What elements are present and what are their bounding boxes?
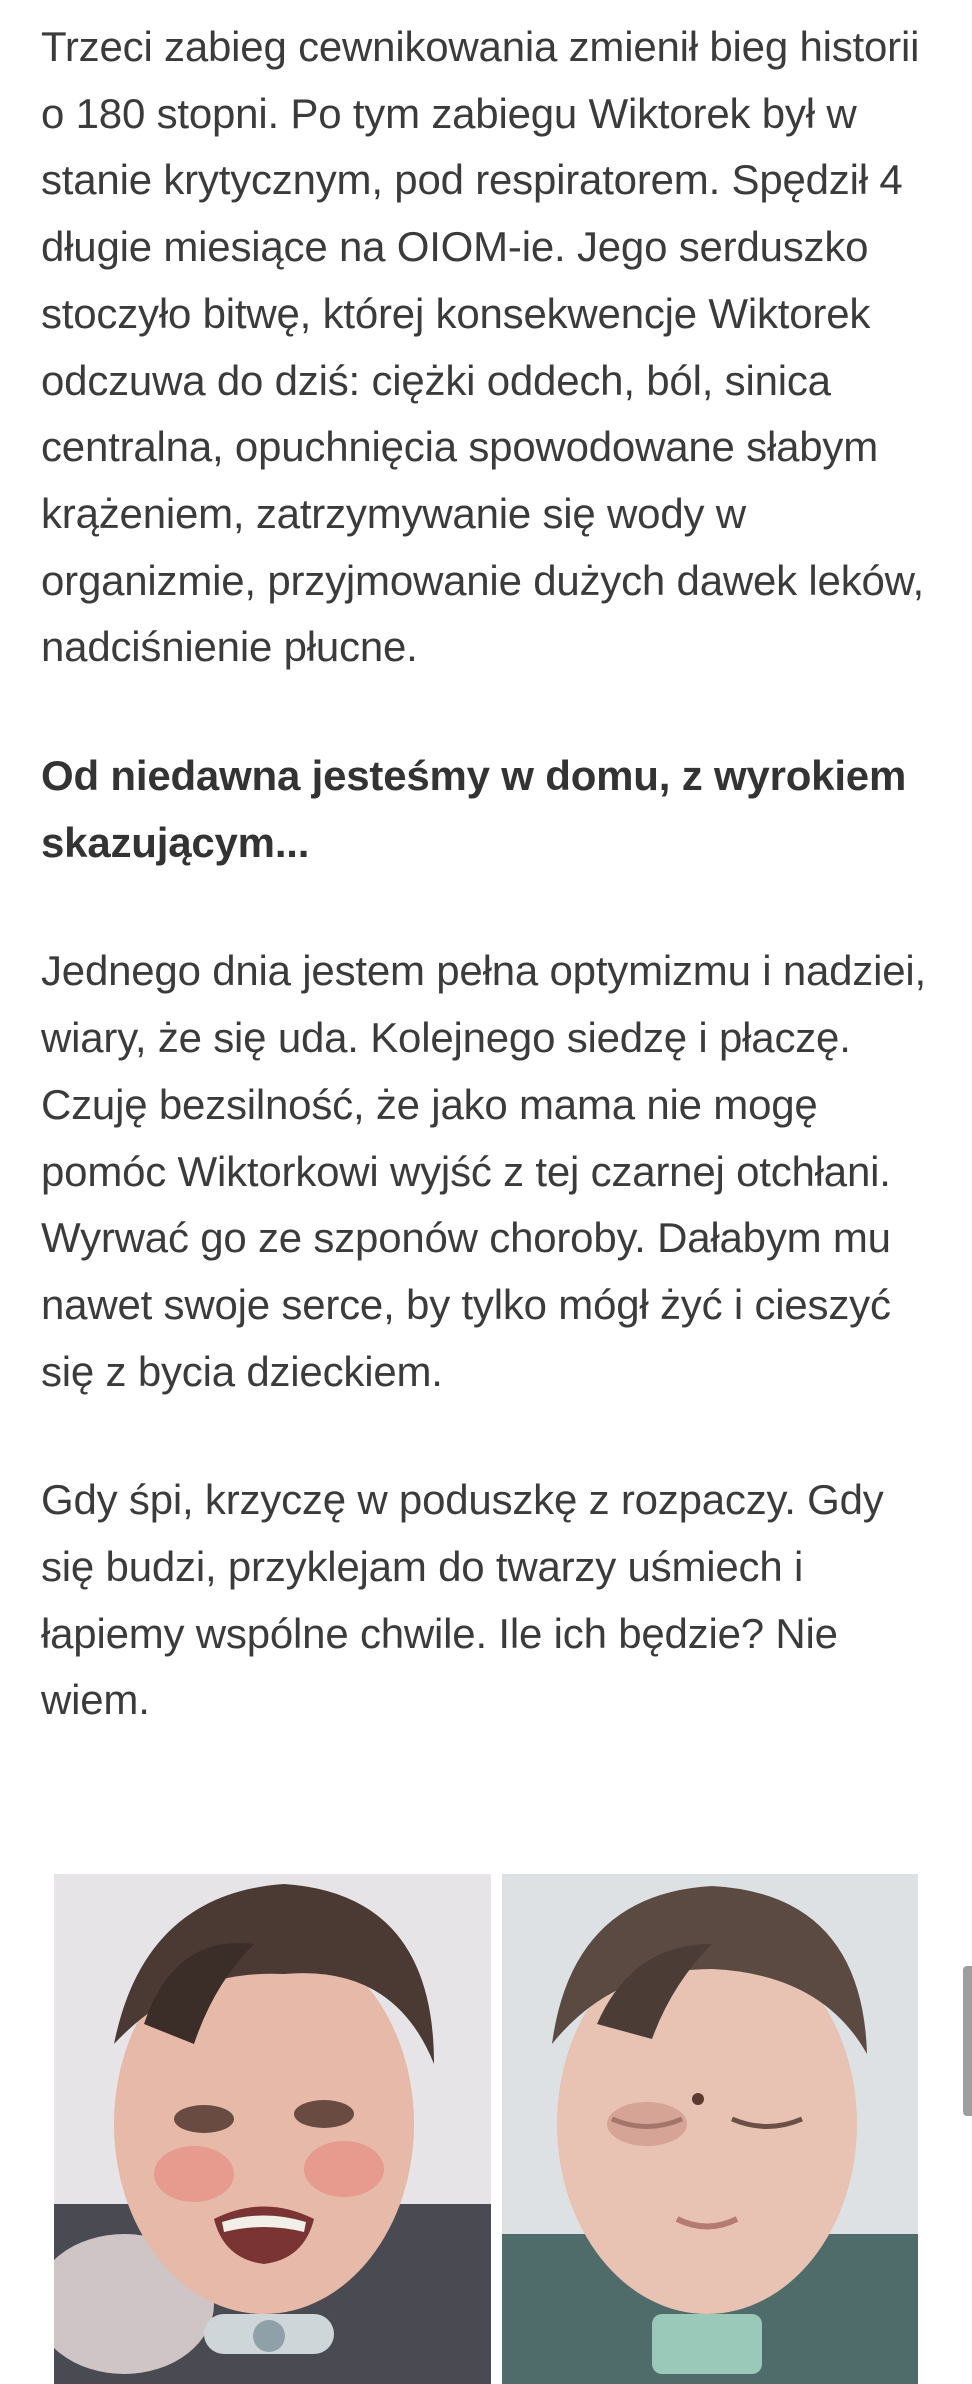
- crying-child-photo[interactable]: [54, 1874, 491, 2384]
- paragraph-catheterization: Trzeci zabieg cewnikowania zmienił bieg historii o 180 stopni. Po tym zabiegu Wiktorek był w stanie krytycznym, pod respiratorem. Spędził 4 długie miesiące na OIOM-ie. Jego serduszko stoczyło bitwę, której konsekwencje Wiktorek odczuwa do dziś: ciężki oddech, ból, sinica centralna, opuchnięcia spowodowane słabym krążeniem, zatrzymywanie się wody w organizmie, przyjmowanie dużych dawek leków, nadciśnienie płucne.: [41, 23, 924, 671]
- photo-collage[interactable]: [54, 1874, 918, 2384]
- section-heading: Od niedawna jesteśmy w domu, z wyrokiem skazującym...: [41, 752, 907, 866]
- sleeping-child-photo[interactable]: [502, 1874, 918, 2384]
- article-body: [41, 14, 941, 1734]
- paragraph-sleep: Gdy śpi, krzyczę w poduszkę z rozpaczy. Gdy się budzi, przyklejam do twarzy uśmiech i łapiemy wspólne chwile. Ile ich będzie? Nie wiem.: [41, 1476, 884, 1724]
- paragraph-hope-and-despair: Jednego dnia jestem pełna optymizmu i nadziei, wiary, że się uda. Kolejnego siedzę i płaczę. Czuję bezsilność, że jako mama nie mogę pomóc Wiktorkowi wyjść z tej czarnej otchłani. Wyrwać go ze szponów choroby. Dałabym mu nawet swoje serce, by tylko mógł żyć i cieszyć się z bycia dzieckiem.: [41, 947, 926, 1395]
- scrollbar-thumb[interactable]: [963, 1966, 972, 2116]
